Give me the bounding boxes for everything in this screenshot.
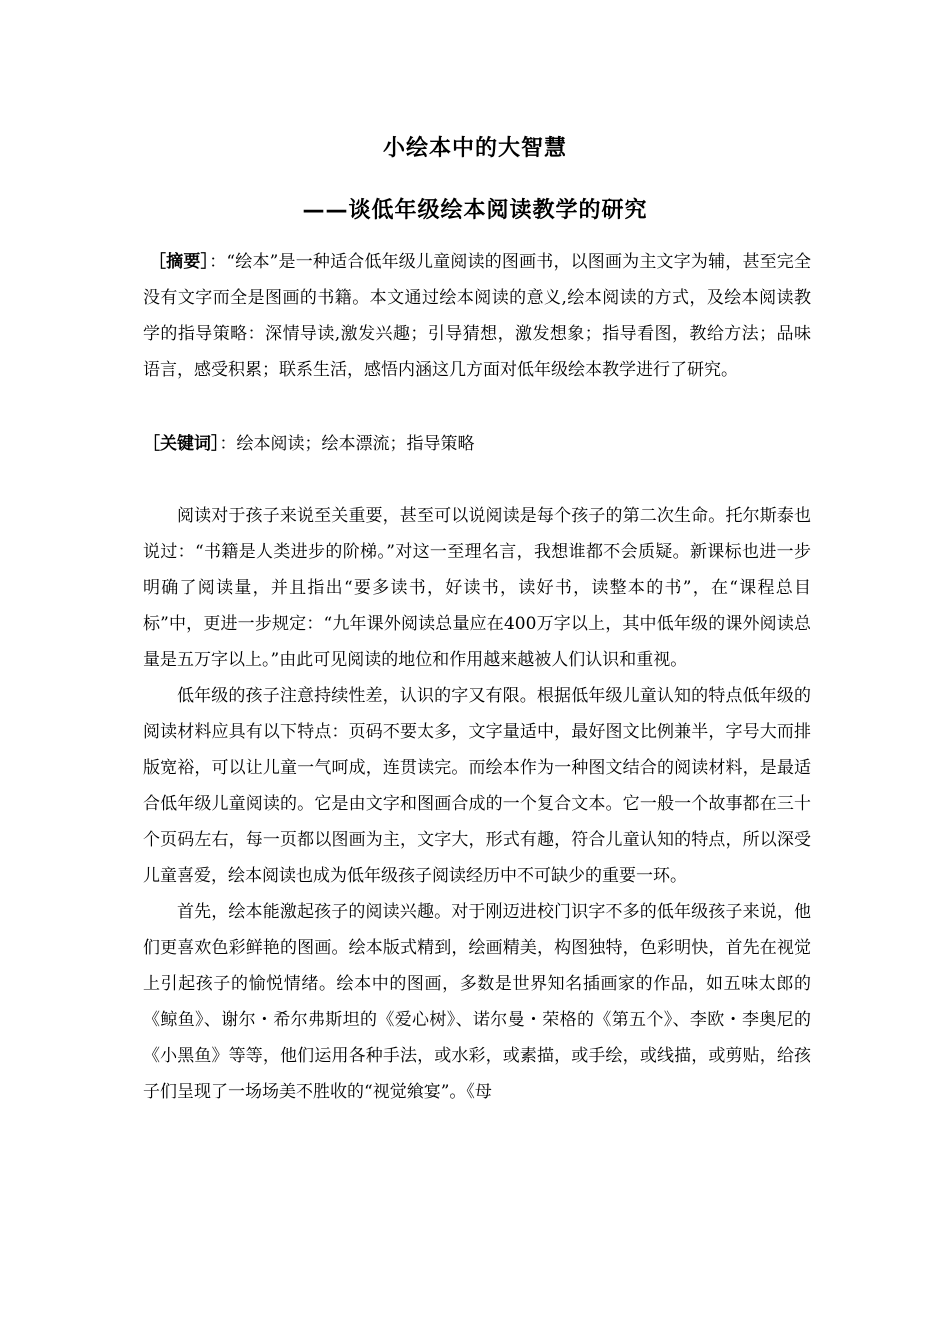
body-paragraph-2: 低年级的孩子注意持续性差，认识的字又有限。根据低年级儿童认知的特点低年级的阅读材料应具有以下特点：页码不要太多，文字量适中，最好图文比例兼半，字号大而排版宽裕，可以让儿童一气呵成，连贯读完。而绘本作为一种图文结合的阅读材料，是最适合低年级儿童阅读的。它是由文字和图画合成的一个复合文本。它一般一个故事都在三十个页码左右，每一页都以图画为主，文字大，形式有趣，符合儿童认知的特点，所以深受儿童喜爱，绘本阅读也成为低年级孩子阅读经历中不可缺少的重要一环。 [143, 686, 811, 886]
document-title: 小绘本中的大智慧 [382, 136, 567, 161]
keywords-label: ［关键词］ [143, 434, 220, 454]
document-subtitle: ——谈低年级绘本阅读教学的研究 [302, 198, 648, 223]
abstract-label: ［摘要］ [149, 252, 210, 272]
abstract-text: ：“绘本”是一种适合低年级儿童阅读的图画书，以图画为主文字为辅，甚至完全没有文字而全是图画的书籍。本文通过绘本阅读的意义,绘本阅读的方式，及绘本阅读教学的指导策略：深情导读,激发兴趣；引导猜想，激发想象；指导看图，教给方法；品味语言，感受积累；联系生活，感悟内涵这几方面对低年级绘本教学进行了研究。 [143, 252, 811, 380]
body-paragraph-3: 首先，绘本能激起孩子的阅读兴趣。对于刚迈进校门识字不多的低年级孩子来说，他们更喜欢色彩鲜艳的图画。绘本版式精到，绘画精美，构图独特，色彩明快，首先在视觉上引起孩子的愉悦情绪。绘本中的图画，多数是世界知名插画家的作品，如五味太郎的《鲸鱼》、谢尔・希尔弗斯坦的《爱心树》、诺尔曼・荣格的《第五个》、李欧・李奥尼的《小黑鱼》等等，他们运用各种手法，或水彩，或素描，或手绘，或线描，或剪贴，给孩子们呈现了一场场美不胜收的“视觉飨宴”。《母 [143, 902, 811, 1102]
body-paragraph-1: 阅读对于孩子来说至关重要，甚至可以说阅读是每个孩子的第二次生命。托尔斯泰也说过：“书籍是人类进步的阶梯。”对这一至理名言，我想谁都不会质疑。新课标也进一步明确了阅读量，并且指出“要多读书，好读书，读好书，读整本的书”，在“课程总目标”中，更进一步规定：“九年课外阅读总量应在400万字以上，其中低年级的课外阅读总量是五万字以上。”由此可见阅读的地位和作用越来越被人们认识和重视。 [143, 506, 811, 670]
keywords-text: ：绘本阅读；绘本漂流；指导策略 [219, 434, 475, 454]
keywords-section [143, 426, 811, 462]
body-text [143, 498, 811, 1110]
abstract-section [143, 244, 811, 388]
